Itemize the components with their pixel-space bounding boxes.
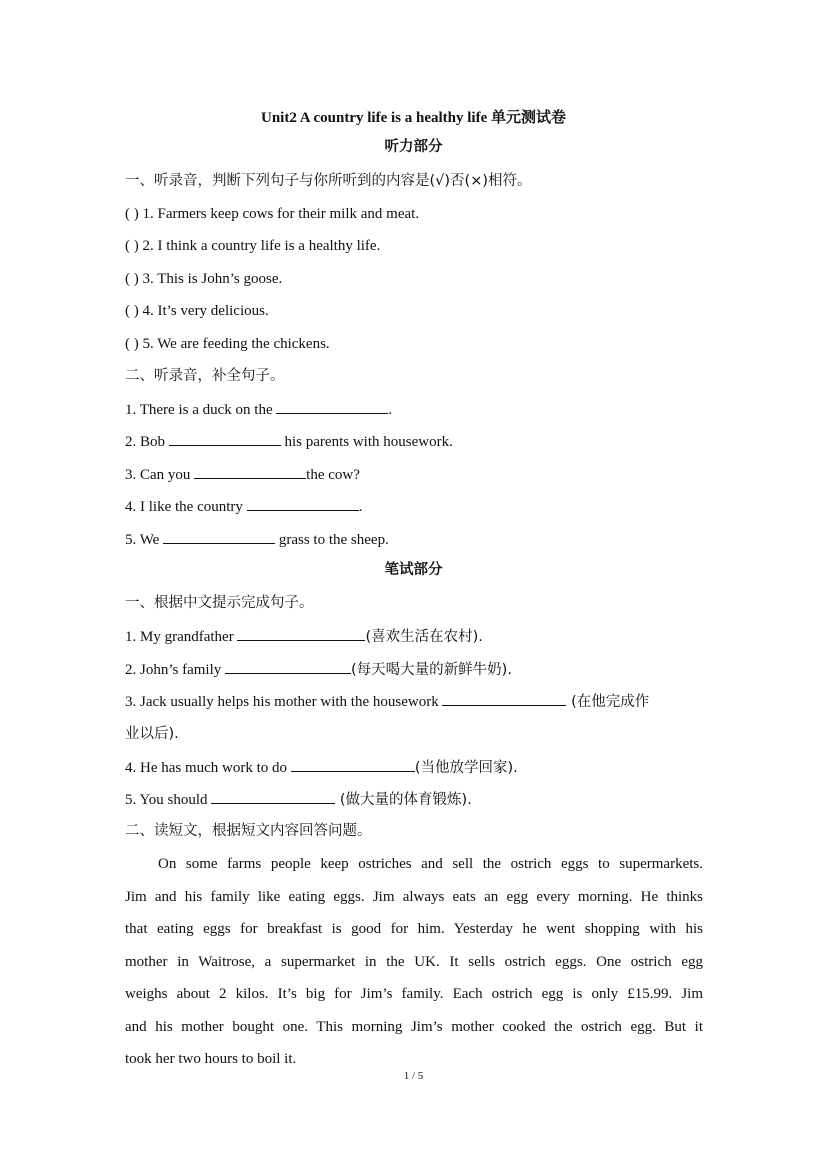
passage-line: Jim and his family like eating eggs. Jim always eats an egg every morning. He thinks xyxy=(125,889,703,905)
question: ( ) 2. I think a country life is a healthy life. xyxy=(125,238,381,254)
answer-blank xyxy=(225,659,351,674)
page-title: Unit2 A country life is a healthy life 单元测试卷 xyxy=(261,110,566,126)
question xyxy=(125,626,483,647)
question-text: 1. There is a duck on the xyxy=(125,402,277,418)
answer-blank xyxy=(247,496,359,511)
instruction: 二、读短文，根据短文内容回答问题。 xyxy=(125,823,372,839)
chinese-hint: 业以后). xyxy=(125,726,179,742)
answer-blank xyxy=(169,431,281,446)
question-text: . xyxy=(358,499,363,515)
instruction: 二、听录音，补全句子。 xyxy=(125,368,285,384)
question xyxy=(125,691,649,712)
passage-line: On some farms people keep ostriches and sell the ostrich eggs to supermarkets. xyxy=(158,856,703,872)
answer-blank xyxy=(163,529,275,544)
answer-blank xyxy=(194,464,306,479)
question xyxy=(125,399,392,420)
passage-line: took her two hours to boil it. xyxy=(125,1051,297,1067)
question-text: 1. My grandfather xyxy=(125,629,238,645)
section-header-written: 笔试部分 xyxy=(384,562,443,578)
question xyxy=(125,529,389,550)
question-text: . xyxy=(388,402,393,418)
question-text: 5. You should xyxy=(125,792,212,808)
chinese-hint: (喜欢生活在农村). xyxy=(365,629,483,645)
question-text: 3. Jack usually helps his mother with the housework xyxy=(125,694,443,710)
question xyxy=(125,789,472,810)
question-text: 3. Can you xyxy=(125,467,195,483)
chinese-hint: (做大量的体育锻炼). xyxy=(335,792,472,808)
question-text: grass to the sheep. xyxy=(275,532,389,548)
answer-blank xyxy=(442,691,566,706)
question-text: 2. Bob xyxy=(125,434,169,450)
passage-line: mother in Waitrose, a supermarket in the UK. It sells ostrich eggs. One ostrich egg xyxy=(125,954,703,970)
question: ( ) 1. Farmers keep cows for their milk and meat. xyxy=(125,206,420,222)
question xyxy=(125,659,512,680)
question: ( ) 5. We are feeding the chickens. xyxy=(125,336,330,352)
question xyxy=(125,464,360,485)
question-text: 2. John’s family xyxy=(125,662,225,678)
chinese-hint: (每天喝大量的新鲜牛奶). xyxy=(351,662,512,678)
question-text: his parents with housework. xyxy=(280,434,453,450)
question xyxy=(125,757,518,778)
section-header-listening: 听力部分 xyxy=(384,139,443,155)
chinese-hint: (在他完成作 xyxy=(566,694,650,710)
answer-blank xyxy=(211,789,335,804)
question-text: the cow? xyxy=(306,467,360,483)
passage-line: weighs about 2 kilos. It’s big for Jim’s family. Each ostrich egg is only £15.99. Jim xyxy=(125,986,703,1002)
answer-blank xyxy=(237,626,365,641)
question-text: 4. I like the country xyxy=(125,499,247,515)
page-number: 1 / 5 xyxy=(403,1070,424,1082)
question: ( ) 3. This is John’s goose. xyxy=(125,271,283,287)
question: ( ) 4. It’s very delicious. xyxy=(125,303,269,319)
passage-line: and his mother bought one. This morning Jim’s mother cooked the ostrich egg. But it xyxy=(125,1019,703,1035)
question xyxy=(125,496,362,517)
instruction: 一、根据中文提示完成句子。 xyxy=(125,595,314,611)
passage-line: that eating eggs for breakfast is good for him. Yesterday he went shopping with his xyxy=(125,921,703,937)
question-text: 5. We xyxy=(125,532,164,548)
instruction: 一、听录音，判断下列句子与你所听到的内容是(√)否(×)相符。 xyxy=(125,173,532,189)
question-text: 4. He has much work to do xyxy=(125,760,291,776)
answer-blank xyxy=(276,399,388,414)
chinese-hint: (当他放学回家). xyxy=(414,760,518,776)
answer-blank xyxy=(291,757,415,772)
question xyxy=(125,431,453,452)
